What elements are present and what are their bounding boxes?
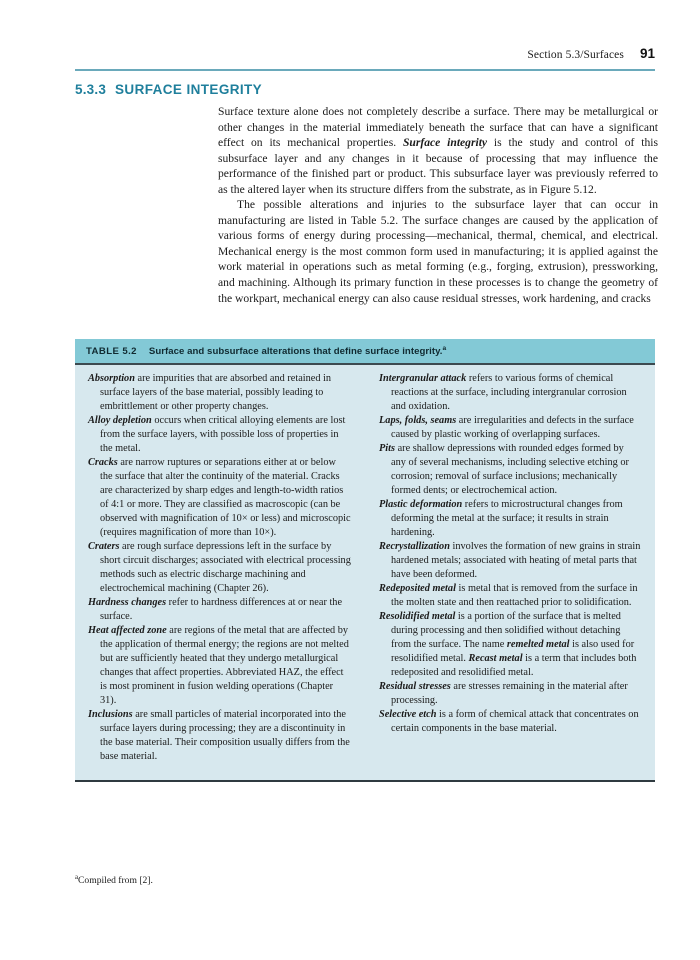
entry-term: Cracks — [88, 457, 118, 469]
running-head-text: Section 5.3/Surfaces — [527, 49, 624, 61]
entry-term: Residual stresses — [379, 681, 451, 693]
table-left-column — [75, 372, 365, 764]
body-text-block — [218, 104, 658, 306]
entry-text: are stresses remaining in the material after processing. — [391, 681, 628, 707]
table-entry — [379, 582, 641, 610]
table-body — [75, 365, 655, 782]
entry-term: Heat affected zone — [88, 625, 167, 637]
entry-text: are small particles of material incorporated into the surface layers during processing; they are a discontinuity in the base material. Their composition usually differs from the base material. — [100, 709, 350, 763]
table-entry — [379, 610, 641, 680]
entry-term: Alloy depletion — [88, 415, 152, 427]
table-entry — [88, 414, 351, 456]
table-entry — [88, 624, 351, 708]
table-entry — [88, 708, 351, 764]
section-number: 5.3.3 — [75, 82, 107, 97]
entry-text: occurs when critical alloying elements are lost from the surface layers, with possible loss of properties in the metal. — [100, 415, 346, 455]
entry-term: Craters — [88, 541, 120, 553]
entry-term: Redeposited metal — [379, 583, 456, 595]
entry-term: Pits — [379, 443, 396, 455]
surface-integrity-term: Surface integrity — [402, 136, 488, 150]
entry-term: Absorption — [88, 373, 135, 385]
entry-term: Recrystallization — [379, 541, 450, 553]
table-entry — [379, 498, 641, 540]
entry-text: are regions of the metal that are affected by the application of thermal energy; the regions are not melted but are sufficiently heated that they undergo metallurgical changes that affect properties. Abbreviated HAZ, the effect is most prominent in fusion welding operations (Chapter 31). — [100, 625, 349, 707]
entry-term: Plastic deformation — [379, 499, 463, 511]
body-paragraph-2: The possible alterations and injuries to the subsurface layer that can occur in manufacturing are listed in Table 5.2. The surface changes are caused by the application of various forms of energy during processing—mechanical, thermal, chemical, and electrical. Mechanical energy is the most common form used in manufacturing; it is applied against the work material in operations such as metal forming (e.g., forging, extrusion), pressworking, and machining. Although its primary function in these processes is to change the geometry of the workpart, mechanical energy can also cause residual stresses, work hardening, and cracks — [218, 198, 658, 305]
table-entry — [88, 596, 351, 624]
entry-text: are impurities that are absorbed and retained in surface layers of the base material, possibly leading to embrittlement or other property changes. — [100, 373, 332, 413]
table-entry — [379, 680, 641, 708]
footnote-text: Compiled from [2]. — [78, 875, 153, 887]
entry-text-b: is also used for resolidified metal. — [391, 639, 635, 665]
page-number: 91 — [639, 46, 655, 61]
paragraph-1-part-b: is the study and control of this subsurface layer and any changes in it because of processing that may influence the performance of the finished part or product. This subsurface layer was previously referred to as the altered layer when its structure differs from the substrate, as in Figure 5.12. — [218, 136, 658, 196]
section-title: SURFACE INTEGRITY — [115, 82, 263, 97]
entry-text: refers to microstructural changes from deforming the metal at the surface; it results in strain hardening. — [391, 499, 623, 539]
entry-text: is a form of chemical attack that concentrates on certain components in the base material. — [391, 709, 639, 735]
entry-text: refer to hardness differences at or near the surface. — [100, 597, 343, 623]
table-right-column — [365, 372, 655, 764]
table-entry — [379, 442, 641, 498]
table-entry — [88, 372, 351, 414]
entry-text-c: is a term that includes both redeposited and resolidified metal. — [391, 653, 637, 679]
table-label: TABLE 5.2 — [86, 346, 137, 358]
entry-text: is metal that is removed from the surface in the molten state and then reattached prior to solidification. — [391, 583, 638, 609]
page-running-head — [75, 46, 655, 61]
entry-text: are rough surface depressions left in the surface by short circuit discharges; associated with electrical processing methods such as electric discharge machining and electrochemical machining (Chapter 26). — [100, 541, 351, 595]
entry-text: are shallow depressions with rounded edges formed by any of several mechanisms, including selective etching or corrosion; removal of surface inclusions; mechanically formed dents; or electrochemical action. — [391, 443, 629, 497]
table-caption-footnote-marker: a — [442, 345, 447, 352]
table-entry — [88, 540, 351, 596]
table-5-2 — [75, 339, 655, 782]
table-entry — [379, 414, 641, 442]
body-paragraph-1 — [218, 104, 658, 197]
table-caption-bar — [75, 339, 655, 365]
table-entry — [88, 456, 351, 540]
entry-term: Intergranular attack — [379, 373, 467, 385]
table-entry — [379, 708, 641, 736]
entry-text: are irregularities and defects in the surface caused by plastic working of overlapping surfaces. — [391, 415, 634, 441]
header-rule — [75, 69, 655, 71]
entry-inline-term-remelted-metal: remelted metal — [506, 639, 570, 651]
entry-text: refers to various forms of chemical reactions at the surface, including intergranular corrosion and oxidation. — [391, 373, 627, 413]
entry-text: are narrow ruptures or separations either at or below the surface that alter the continuity of the material. Cracks are characterized by sharp edges and length-to-width ratios of 4:1 or more. They are classified as macroscopic (can be observed with magnification of 10× or less) and microscopic (requires magnification of more than 10×). — [100, 457, 351, 539]
entry-text-a: is a portion of the surface that is melted during processing and then solidified without detaching from the surface. The name — [391, 611, 621, 651]
paragraph-1-part-a: Surface texture alone does not completely describe a surface. There may be metallurgical or other changes in the material immediately beneath the surface that can have a significant effect on its mechanical properties. — [218, 105, 658, 150]
table-entry — [379, 372, 641, 414]
section-heading — [75, 82, 262, 97]
entry-term: Inclusions — [88, 709, 133, 721]
entry-term: Hardness changes — [88, 597, 167, 609]
entry-term: Resolidified metal — [379, 611, 456, 623]
entry-inline-term-recast-metal: Recast metal — [468, 653, 523, 665]
entry-text: involves the formation of new grains in strain hardened metals; associated with heating of metal parts that have been deformed. — [391, 541, 641, 581]
entry-term: Selective etch — [379, 709, 437, 721]
footnote-marker: a — [75, 874, 79, 881]
table-footnote — [75, 874, 153, 886]
entry-term: Laps, folds, seams — [379, 415, 457, 427]
table-caption-text: Surface and subsurface alterations that define surface integrity. — [148, 346, 443, 358]
table-entry — [379, 540, 641, 582]
